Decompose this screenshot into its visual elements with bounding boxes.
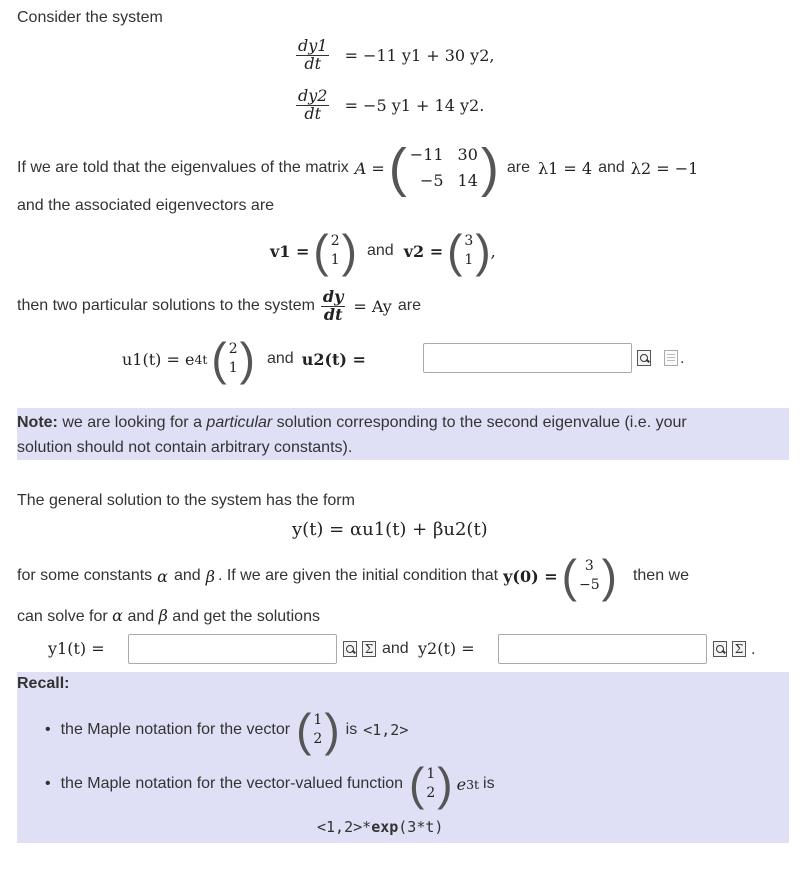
lambda-1: λ1 = 4 [538, 158, 593, 178]
note-box [17, 408, 789, 460]
eigvec-intro: and the associated eigenvectors are [17, 197, 275, 214]
recall-item-2-text: the Maple notation for the vector-valued function [60, 775, 404, 792]
and-text: and [266, 350, 294, 367]
vector-entry: 3 [584, 558, 594, 574]
y2-label: y2(t) = [418, 639, 475, 658]
vector-entry: 1 [313, 712, 323, 728]
equation-editor-icon[interactable]: Σ [362, 641, 376, 657]
is-text: is [345, 721, 358, 738]
beta-symbol: β [205, 566, 215, 586]
maple-code-2b: exp [371, 818, 399, 836]
left-paren: ( [561, 550, 577, 602]
right-paren: ) [601, 550, 617, 602]
v1-entries [329, 232, 342, 270]
v2-label: v2 = [403, 241, 444, 261]
and-text: and [366, 242, 394, 259]
matrix-cell: −5 [419, 171, 444, 190]
eq2-den: dt [304, 103, 322, 123]
left-paren: ( [447, 225, 463, 277]
u2-answer-input[interactable] [423, 343, 632, 373]
v1-vector [313, 225, 357, 277]
recall-item-2 [45, 756, 495, 812]
matrix-cell: 14 [457, 171, 478, 190]
matrix-grid [407, 144, 481, 192]
right-paren: ) [324, 704, 340, 756]
y1-answer-input[interactable] [128, 634, 337, 664]
matrix-cell: −11 [409, 145, 444, 164]
preview-icon[interactable] [343, 641, 357, 657]
recall-vector-1-entries [311, 711, 324, 749]
eigenvectors-line [270, 225, 496, 277]
vector-entry: 3 [464, 233, 474, 249]
v2-vector [447, 225, 491, 277]
ode-num: dy [322, 286, 344, 306]
v2-entries [462, 232, 475, 270]
left-paren: ( [388, 138, 407, 198]
left-paren: ( [409, 758, 425, 810]
equation-2 [296, 88, 484, 138]
vector-entry: −5 [578, 577, 600, 593]
vector-entry: 1 [426, 766, 436, 782]
eq2-lhs [296, 88, 329, 123]
beta-symbol: β [158, 606, 168, 625]
u2-label: u2(t) = [301, 349, 366, 369]
ode-rhs: = Ay [353, 296, 392, 316]
u1-exponent: 4t [194, 351, 208, 367]
vector-entry: 1 [330, 252, 340, 268]
general-intro: The general solution to the system has the form [17, 492, 355, 509]
intro-text: Consider the system [17, 9, 163, 26]
matrix-a [388, 138, 499, 198]
maple-code-2c: (3*t) [398, 818, 444, 836]
is-text: is [483, 775, 495, 792]
ic-line [17, 551, 689, 601]
vector-entry: 2 [330, 233, 340, 249]
note-line-1 [17, 410, 789, 435]
right-paren: ) [239, 333, 255, 385]
exp-power: 3t [466, 776, 480, 792]
trailing-period: . [751, 641, 756, 658]
matrix-label: A = [354, 158, 385, 178]
bullet-icon: • [45, 775, 51, 792]
then-we-text: then we [632, 567, 689, 584]
eq2-num: dy2 [298, 86, 328, 105]
solve-text-2: and get the solutions [172, 608, 320, 625]
eq1-den: dt [304, 53, 322, 73]
particular-text: then two particular solutions to the system [17, 297, 315, 314]
maple-code-2 [317, 818, 443, 836]
eq1-lhs [296, 38, 329, 73]
solve-line [17, 606, 320, 626]
left-paren: ( [211, 333, 227, 385]
trailing-period: . [680, 350, 685, 367]
eq1-rhs: = −11 y1 + 30 y2, [344, 45, 495, 65]
left-paren: ( [296, 704, 312, 756]
equation-editor-icon[interactable]: Σ [732, 641, 746, 657]
and-text: and [382, 640, 409, 657]
v1-label: v1 = [270, 241, 310, 261]
and-text: and [173, 567, 201, 584]
constants-text: for some constants [17, 567, 153, 584]
solve-text-1: can solve for [17, 608, 108, 625]
general-formula: y(t) = αu1(t) + βu2(t) [292, 519, 488, 540]
recall-vector-2 [409, 758, 453, 810]
recall-title: Recall: [17, 675, 70, 692]
right-paren: ) [475, 225, 491, 277]
vector-entry: 2 [426, 785, 436, 801]
ic-vector [561, 550, 617, 602]
recall-box [17, 672, 789, 843]
particular-line [17, 282, 421, 330]
alpha-symbol: α [112, 606, 123, 625]
eq1-num: dy1 [298, 36, 328, 55]
note-italic: particular [206, 414, 273, 431]
are-text: are [506, 159, 531, 176]
vector-entry: 1 [228, 360, 238, 376]
y2-answer-input[interactable] [498, 634, 707, 664]
right-paren: ) [480, 138, 499, 198]
preview-icon[interactable] [637, 350, 651, 366]
note-bold: Note: [17, 414, 58, 431]
ic-text: . If we are given the initial condition that [217, 567, 499, 584]
vector-entry: 2 [313, 731, 323, 747]
note-text-2: solution corresponding to the second eigenvalue (i.e. your [272, 414, 687, 431]
ic-label: y(0) = [503, 566, 558, 586]
document-icon[interactable] [664, 350, 678, 366]
maple-code-1: <1,2> [363, 721, 409, 739]
y1-label: y1(t) = [48, 639, 105, 658]
vector-entry: 2 [228, 341, 238, 357]
recall-item-1-text: the Maple notation for the vector [60, 721, 291, 738]
lambda-2: λ2 = −1 [630, 158, 699, 178]
ode-fraction [321, 286, 345, 324]
bullet-icon: • [45, 721, 51, 738]
and-text: and [127, 608, 155, 625]
recall-item-1 [45, 702, 408, 758]
right-paren: ) [437, 758, 453, 810]
ic-entries [577, 557, 602, 595]
u-line [122, 333, 366, 385]
left-paren: ( [313, 225, 329, 277]
preview-icon[interactable] [713, 641, 727, 657]
eigen-before: If we are told that the eigenvalues of the matrix [17, 159, 349, 176]
ode-den: dt [323, 304, 343, 324]
recall-vector-1 [296, 704, 340, 756]
and-text: and [598, 159, 625, 176]
eq2-rhs: = −5 y1 + 14 y2. [344, 95, 485, 115]
equation-1 [296, 38, 494, 88]
are-text: are [397, 297, 421, 314]
maple-code-2a: <1,2>* [317, 818, 372, 836]
u1-entries [227, 340, 240, 378]
note-line-2: solution should not contain arbitrary constants). [17, 439, 353, 456]
alpha-symbol: α [157, 566, 168, 586]
trailing-comma: , [490, 241, 496, 261]
note-text-1: we are looking for a [57, 414, 207, 431]
u1-label: u1(t) = e [122, 349, 195, 369]
eigenvalue-line [17, 140, 698, 196]
right-paren: ) [341, 225, 357, 277]
matrix-cell: 30 [457, 145, 478, 164]
u1-vector [211, 333, 255, 385]
recall-vector-2-entries [424, 765, 437, 803]
exp-base: e [456, 774, 467, 794]
vector-entry: 1 [464, 252, 474, 268]
